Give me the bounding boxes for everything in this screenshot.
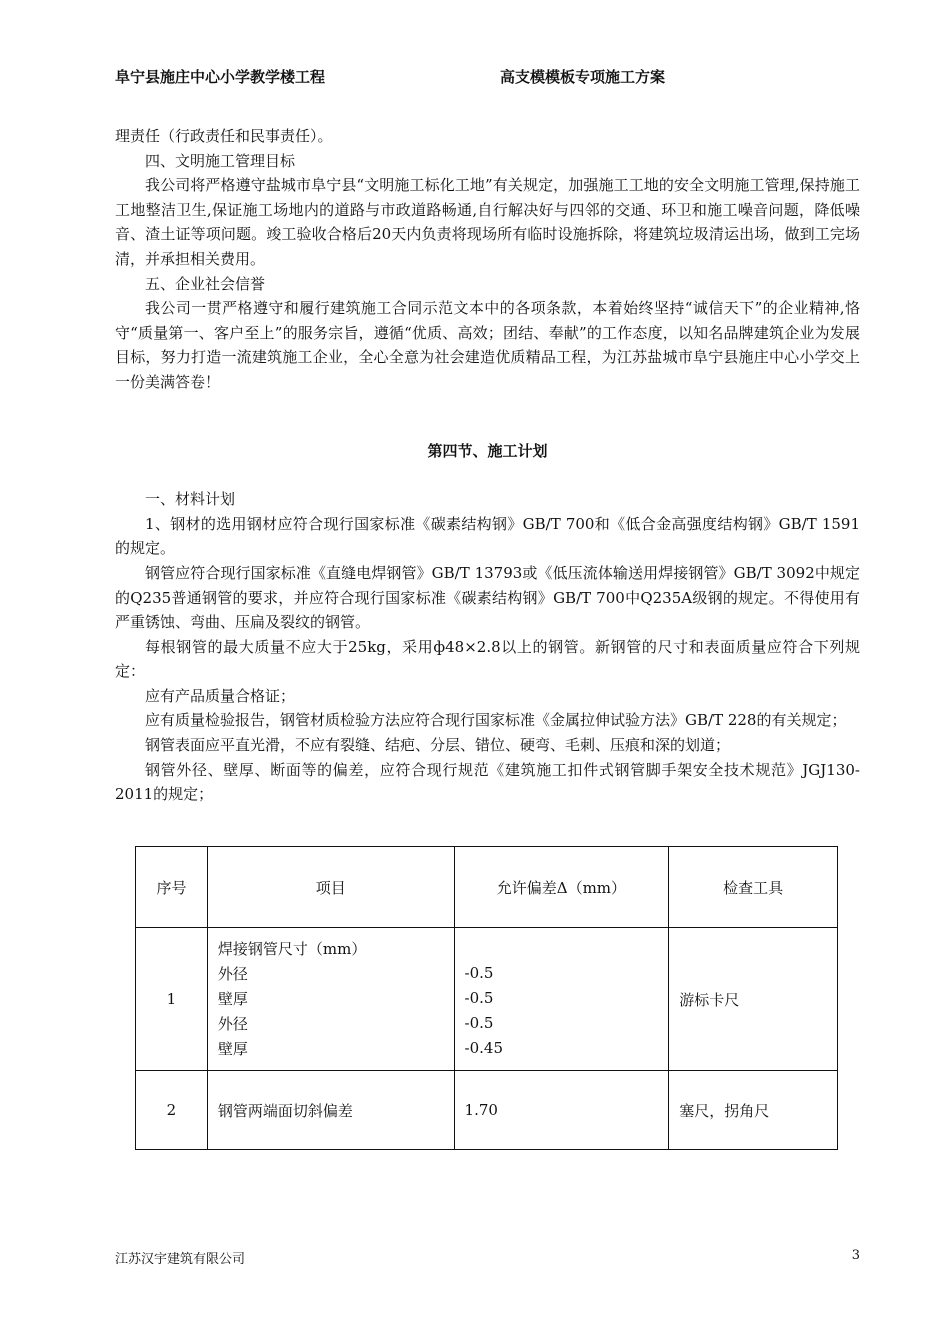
cell-item: 钢管两端面切斜偏差 [207, 1071, 454, 1150]
cell-tool: 塞尺，拐角尺 [669, 1071, 838, 1150]
subheading-material-plan: 一、材料计划 [145, 490, 236, 509]
tolerance-line: -0.45 [464, 1039, 503, 1057]
page-header [115, 66, 835, 90]
tolerance-line: -0.5 [464, 989, 494, 1007]
paragraph: 我公司一贯严格遵守和履行建筑施工合同示范文本中的各项条款，本着始终坚持“诚信天下”的企业精神,恪守“质量第一、客户至上”的服务宗旨，遵循“优质、高效；团结、奉献”的工作态度，以知名品牌建筑企业为发展目标，努力打造一流建筑施工企业，全心全意为社会建造优质精品工程，为江苏盐城市阜宁县施庄中心小学交上一份美满答卷！ [115, 299, 860, 391]
section-title: 第四节、施工计划 [427, 441, 548, 460]
table-row [136, 928, 838, 1071]
paragraph: 钢管外径、壁厚、断面等的偏差，应符合现行规范《建筑施工扣件式钢管脚手架安全技术规范》JGJ130-2011的规定； [115, 760, 860, 804]
paragraph: 应有质量检验报告，钢管材质检验方法应符合现行国家标准《金属拉伸试验方法》GB/T 228的有关规定； [145, 711, 847, 730]
column-header-item: 项目 [207, 847, 454, 928]
paragraph: 钢管应符合现行国家标准《直缝电焊钢管》GB/T 13793或《低压流体输送用焊接钢管》GB/T 3092中规定的Q235普通钢管的要求，并应符合现行国家标准《碳素结构钢》GB/T 700中Q235A级钢的规定。不得使用有严重锈蚀、弯曲、压扁及裂纹的钢管。 [115, 563, 860, 632]
item-line: 外径 [217, 1014, 248, 1033]
cell-tolerance: 1.70 [454, 1071, 669, 1150]
header-document-title: 高支模模板专项施工方案 [500, 68, 666, 86]
tolerance-table [135, 846, 838, 1150]
paragraph: 每根钢管的最大质量不应大于25kg，采用ф48×2.8以上的钢管。新钢管的尺寸和表面质量应符合下列规定： [115, 637, 860, 681]
item-line: 焊接钢管尺寸（mm） [217, 939, 367, 958]
subheading-civilized-construction: 四、文明施工管理目标 [145, 151, 296, 170]
cell-tool: 游标卡尺 [669, 928, 838, 1071]
cell-no: 2 [136, 1071, 208, 1150]
cell-no: 1 [136, 928, 208, 1071]
paragraph: 1、钢材的选用钢材应符合现行国家标准《碳素结构钢》GB/T 700和《低合金高强度结构钢》GB/T 1591的规定。 [115, 514, 860, 558]
cell-item [207, 928, 454, 1071]
column-header-tool: 检查工具 [669, 847, 838, 928]
paragraph: 理责任（行政责任和民事责任）。 [115, 127, 333, 145]
paragraph: 应有产品质量合格证； [145, 686, 296, 705]
column-header-tolerance: 允许偏差Δ（mm） [454, 847, 669, 928]
paragraph: 钢管表面应平直光滑，不应有裂缝、结疤、分层、错位、硬弯、毛刺、压痕和深的划道； [145, 736, 731, 755]
item-line: 外径 [217, 964, 248, 983]
table-header-row [136, 847, 838, 928]
tolerance-line: -0.5 [464, 1014, 494, 1032]
item-line: 壁厚 [217, 989, 248, 1008]
subheading-reputation: 五、企业社会信誉 [145, 274, 266, 293]
table-row [136, 1071, 838, 1150]
page-number: 3 [851, 1248, 860, 1263]
tolerance-line: -0.5 [464, 964, 494, 982]
footer-company: 江苏汉宇建筑有限公司 [115, 1252, 246, 1267]
column-header-no: 序号 [136, 847, 208, 928]
header-project-title: 阜宁县施庄中心小学教学楼工程 [115, 68, 326, 86]
paragraph: 我公司将严格遵守盐城市阜宁县“文明施工标化工地”有关规定，加强施工工地的安全文明施工管理,保持施工工地整洁卫生,保证施工场地内的道路与市政道路畅通,自行解决好与四邻的交通、环卫和施工噪音问题，降低噪音、渣土证等项问题。竣工验收合格后20天内负责将现场所有临时设施拆除，将建筑垃圾清运出场，做到工完场清，并承担相关费用。 [115, 176, 860, 268]
document-body [115, 124, 860, 807]
cell-tolerance [454, 928, 669, 1071]
item-line: 壁厚 [217, 1039, 248, 1058]
